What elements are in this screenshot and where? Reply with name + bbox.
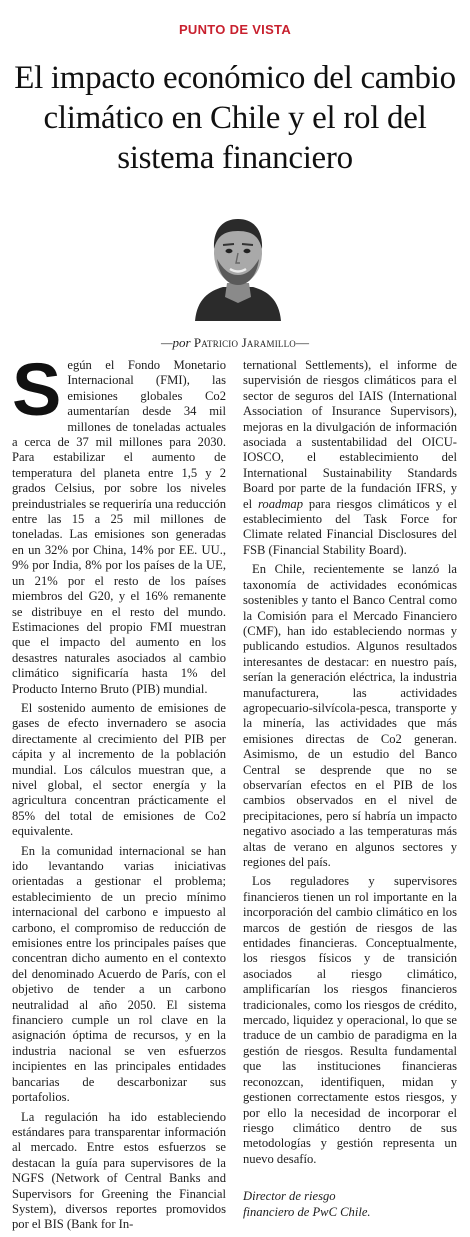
body-paragraph: En la comunidad internacional se han ido levantando varias iniciativas orientadas a gestionar el problema; establecimiento de un precio mínimo internacional del carbono e impuesto al carbono, el compromiso de reducción de emisiones entre los principales países que concentran dicho aumento en el contexto del denominado Acuerdo de París, con el objetivo de tender a un carbono neutralidad al año 2050. El sistema financiero cumple un rol clave en la asignación óptima de recursos, y en la industria nacional se ven esfuerzos incipientes en las principales entidades bancarias de descarbonizar sus portafolios. [12, 843, 226, 1105]
byline-author: Patricio Jaramillo [193, 335, 296, 350]
signature-role: Director de riesgo [243, 1189, 336, 1204]
article-column-right [243, 358, 457, 1220]
byline-prefix: —por [160, 335, 191, 350]
section-kicker: PUNTO DE VISTA [178, 22, 292, 37]
author-signature [243, 1189, 457, 1220]
body-paragraph: ternational Settlements), el informe de supervisión de riesgos climáticos para el sector de seguros del IAIS (International Association of Insurance Supervisors), mejoras en la divulgación de información asociada a sustentabilidad del OICU-IOSCO, el establecimiento del International Sustainability Standards Board por parte de la fundación IFRS, y el roadmap para riesgos climáticos y el establecimiento del Task Force for Climate related Financial Disclosures del FSB (Financial Stability Board). [243, 358, 457, 557]
byline-suffix: — [296, 335, 309, 350]
drop-cap: S [12, 348, 62, 431]
body-paragraph: La regulación ha ido estableciendo estándares para transparentar información al mercado. Entre estos esfuerzos se destacan la guía para supervisores de la NGFS (Network of Central Banks and Supervisors for Greening the Financial System), diversos reportes promovidos por el BIS (Bank for In- [12, 1109, 226, 1232]
headline: El impacto económico del cambio climático en Chile y el rol del sistema financiero [14, 60, 456, 176]
author-portrait [193, 205, 283, 321]
byline [0, 335, 470, 351]
body-paragraph: El sostenido aumento de emisiones de gases de efecto invernadero se asocia directamente al crecimiento del PIB per cápita y al incremento de la población mundial. Los cálculos muestran que, a nivel global, el sector energía y la agricultura concentran prácticamente el 85% del total de emisiones de Co2 equivalente. [12, 700, 226, 839]
roadmap-term: roadmap [258, 496, 304, 511]
body-paragraph: Según el Fondo Monetario Internacional (FMI), las emisiones globales Co2 aumentarían desde 34 mil millones de toneladas actuales a cerca de 37 mil millones para 2030. Para estabilizar el aumento de temperatura del planeta entre 1,5 y 2 grados Celsius, por sobre los niveles preindustriales se requeriría una reducción entre las 15 a 25 mil millones de toneladas. Las emisiones son generadas en un 32% por China, 14% por EE. UU., 9% por India, 8% por los países de la UE, un 21% por el resto de los países miembros del G20, y el 16% remanente se distribuye en el resto del mundo. Estimaciones del propio FMI muestran que el impacto del aumento en los desastres naturales asociados al cambio climático significaría hasta 1% del Producto Interno Bruto (PIB) mundial. [12, 348, 227, 696]
signature-company: financiero de PwC Chile. [243, 1204, 371, 1219]
body-paragraph: Los reguladores y supervisores financieros tienen un rol importante en la incorporación del cambio climático en los marcos de gestión de riesgos de las entidades financieras. Conceptualmente, los riesgos físicos y de transición asociados al riesgo climático, amplificarían los riesgos financieros tradicionales, como los riesgos de crédito, mercado, liquidez y operacional, lo que se traduce de un cambio de paradigma en la gestión de riesgos. Resulta fundamental que las instituciones financieras reconozcan, identifiquen, midan y gestionen correctamente estos riesgos, y por ello la necesidad de incorporar el riesgo climático dentro de sus metodologías y gestión representa un nuevo desafío. [243, 874, 457, 1166]
article-column-left [12, 348, 227, 1237]
body-paragraph: En Chile, recientemente se lanzó la taxonomía de actividades económicas sostenibles y tanto el Banco Central como la Comisión para el Mercado Financiero (CMF), han ido estableciendo normas y publicando estudios. Algunos resultados interesantes de destacar: en nuestro país, serían la generación eléctrica, la industria manufacturera, las actividades agropecuario-silvícola-pesca, transporte y la minería, las actividades que más emisiones directas de Co2 generan. Asimismo, de un estudio del Banco Central se desprende que no se observarían efectos en el PIB de los cambios observados en el nivel de precipitaciones, pero sí habría un impacto negativo asociado a las temperaturas más altas de verano en algunos sectores y regiones del país. [243, 562, 457, 869]
